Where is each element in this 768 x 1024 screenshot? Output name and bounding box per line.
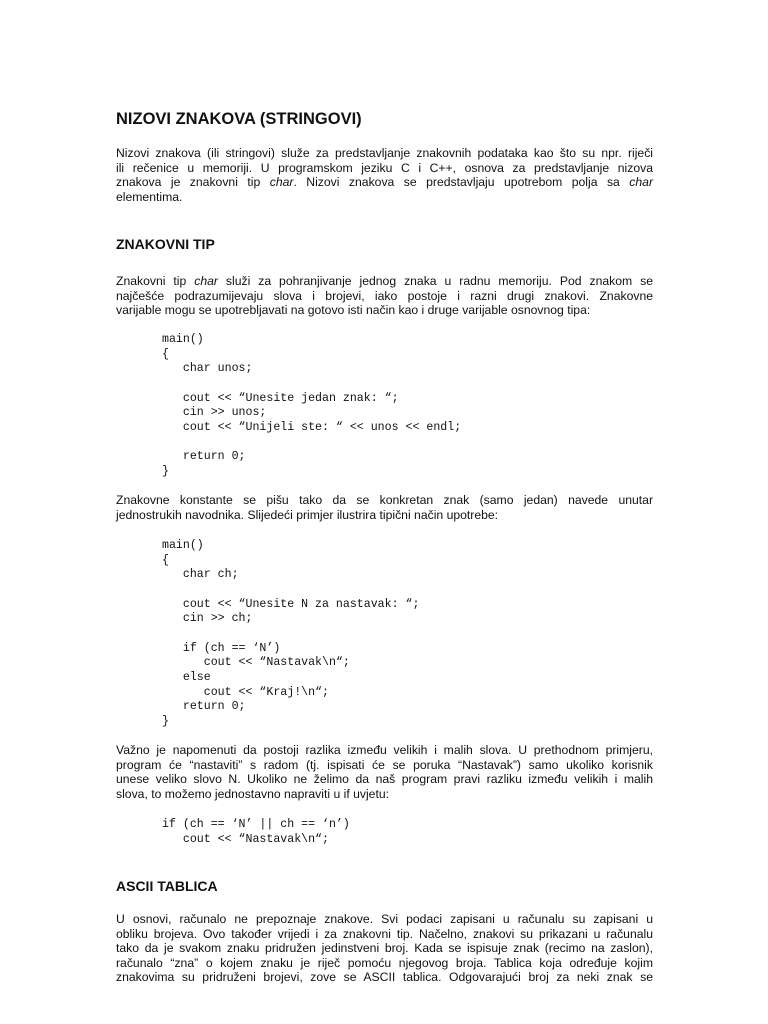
znakovne-konstante-paragraph xyxy=(116,493,653,522)
text-line: ili rečenice u memoriji. U programskom jeziku C i C++, osnova za predstavljanje nizova xyxy=(116,160,653,175)
ascii-paragraph xyxy=(116,912,653,985)
section-heading-ascii-tablica: ASCII TABLICA xyxy=(116,878,218,894)
code-line: cout << “Kraj!\n“; xyxy=(162,685,329,699)
code-line: } xyxy=(162,464,169,478)
text-line: znakova je znakovni tip char. Nizovi znakova se predstavljaju upotrebom polja sa char xyxy=(116,175,654,190)
code-line: } xyxy=(162,714,169,728)
char-keyword: char xyxy=(629,175,654,190)
section-heading-znakovni-tip: ZNAKOVNI TIP xyxy=(116,236,215,252)
code-line xyxy=(162,627,419,642)
page-title: NIZOVI ZNAKOVA (STRINGOVI) xyxy=(116,110,362,128)
text-line: Važno je napomenuti da postoji razlika između velikih i malih slova. U prethodnom primjeru, xyxy=(116,743,653,757)
text-line: Znakovni tip char služi za pohranjivanje jednog znaka u radnu memoriju. Pod znakom se xyxy=(116,274,653,288)
text-line: najčešće podrazumijevaju slova i brojevi, iako postoje i razni drugi znakovi. Znakovne xyxy=(116,288,653,303)
code-block-unos xyxy=(162,333,461,480)
code-line: char ch; xyxy=(162,568,239,582)
text-line: elementima. xyxy=(116,189,183,204)
code-line: char unos; xyxy=(162,362,253,376)
text-line: slova, to možemo jednostavno napraviti u if uvjetu: xyxy=(116,786,390,801)
code-block-nastavak xyxy=(162,539,419,730)
code-line: cout << “Nastavak\n“; xyxy=(162,832,329,846)
text-line: računalo “zna” o kojem znaku je riječ pomoću njegovog broja. Tablica koja određuje kojim xyxy=(116,955,653,970)
text-line: tako da je svakom znaku pridružen jedinstveni broj. Kada se ispisuje znak (recimo na zaslon), xyxy=(116,941,653,956)
text-line: jednostrukih navodnika. Slijedeći primjer ilustrira tipični način upotrebe: xyxy=(116,507,499,522)
code-line: cin >> ch; xyxy=(162,612,253,626)
text-line: unese veliko slovo N. Ukoliko ne želimo da naš program pravi razliku između velikih i malih xyxy=(116,772,653,787)
char-keyword: char xyxy=(194,274,218,288)
code-line: main() xyxy=(162,539,204,552)
code-line: if (ch == ‘N’) xyxy=(162,641,281,655)
intro-paragraph xyxy=(116,146,653,204)
text-line: Znakovne konstante se pišu tako da se konkretan znak (samo jedan) navede unutar xyxy=(116,493,653,507)
code-line: cout << “Unesite N za nastavak: “; xyxy=(162,597,420,611)
code-line xyxy=(162,436,461,451)
code-line: cout << “Nastavak\n“; xyxy=(162,656,350,670)
code-line: return 0; xyxy=(162,450,246,464)
text-line: U osnovi, računalo ne prepoznaje znakove. Svi podaci zapisani u računalu su zapisani u xyxy=(116,912,653,926)
code-line: cout << “Unesite jedan znak: “; xyxy=(162,391,399,405)
text-line: znakovima su pridruženi brojevi, zove se ASCII tablica. Odgovarajući broj za neki znak se xyxy=(116,970,653,985)
text-line: varijable mogu se upotrebljavati na gotovo isti način kao i druge varijable osnovnog tipa: xyxy=(116,303,591,318)
char-keyword: char xyxy=(269,175,294,190)
code-line xyxy=(162,583,419,598)
code-block-if-uvjet xyxy=(162,818,350,847)
code-line: return 0; xyxy=(162,700,246,714)
code-line: cin >> unos; xyxy=(162,406,267,420)
code-line: else xyxy=(162,670,211,684)
code-line: { xyxy=(162,347,169,361)
code-line xyxy=(162,377,461,392)
code-line: if (ch == ‘N’ || ch == ‘n’) xyxy=(162,818,350,831)
znakovni-tip-paragraph xyxy=(116,274,653,318)
code-line: cout << “Unijeli ste: “ << unos << endl; xyxy=(162,420,462,434)
text-line: Nizovi znakova (ili stringovi) služe za predstavljanje znakovnih podataka kao što su npr. riječi xyxy=(116,146,653,160)
code-line: main() xyxy=(162,333,204,346)
text-line: program će “nastaviti” s radom (tj. ispisati će se poruka “Nastavak”) samo ukoliko korisnik xyxy=(116,757,653,772)
code-line: { xyxy=(162,553,169,567)
velika-mala-slova-paragraph xyxy=(116,743,653,801)
text-line: obliku brojeva. Ovo također vrijedi i za znakovni tip. Načelno, znakovi su prikazani u računalu xyxy=(116,926,653,941)
